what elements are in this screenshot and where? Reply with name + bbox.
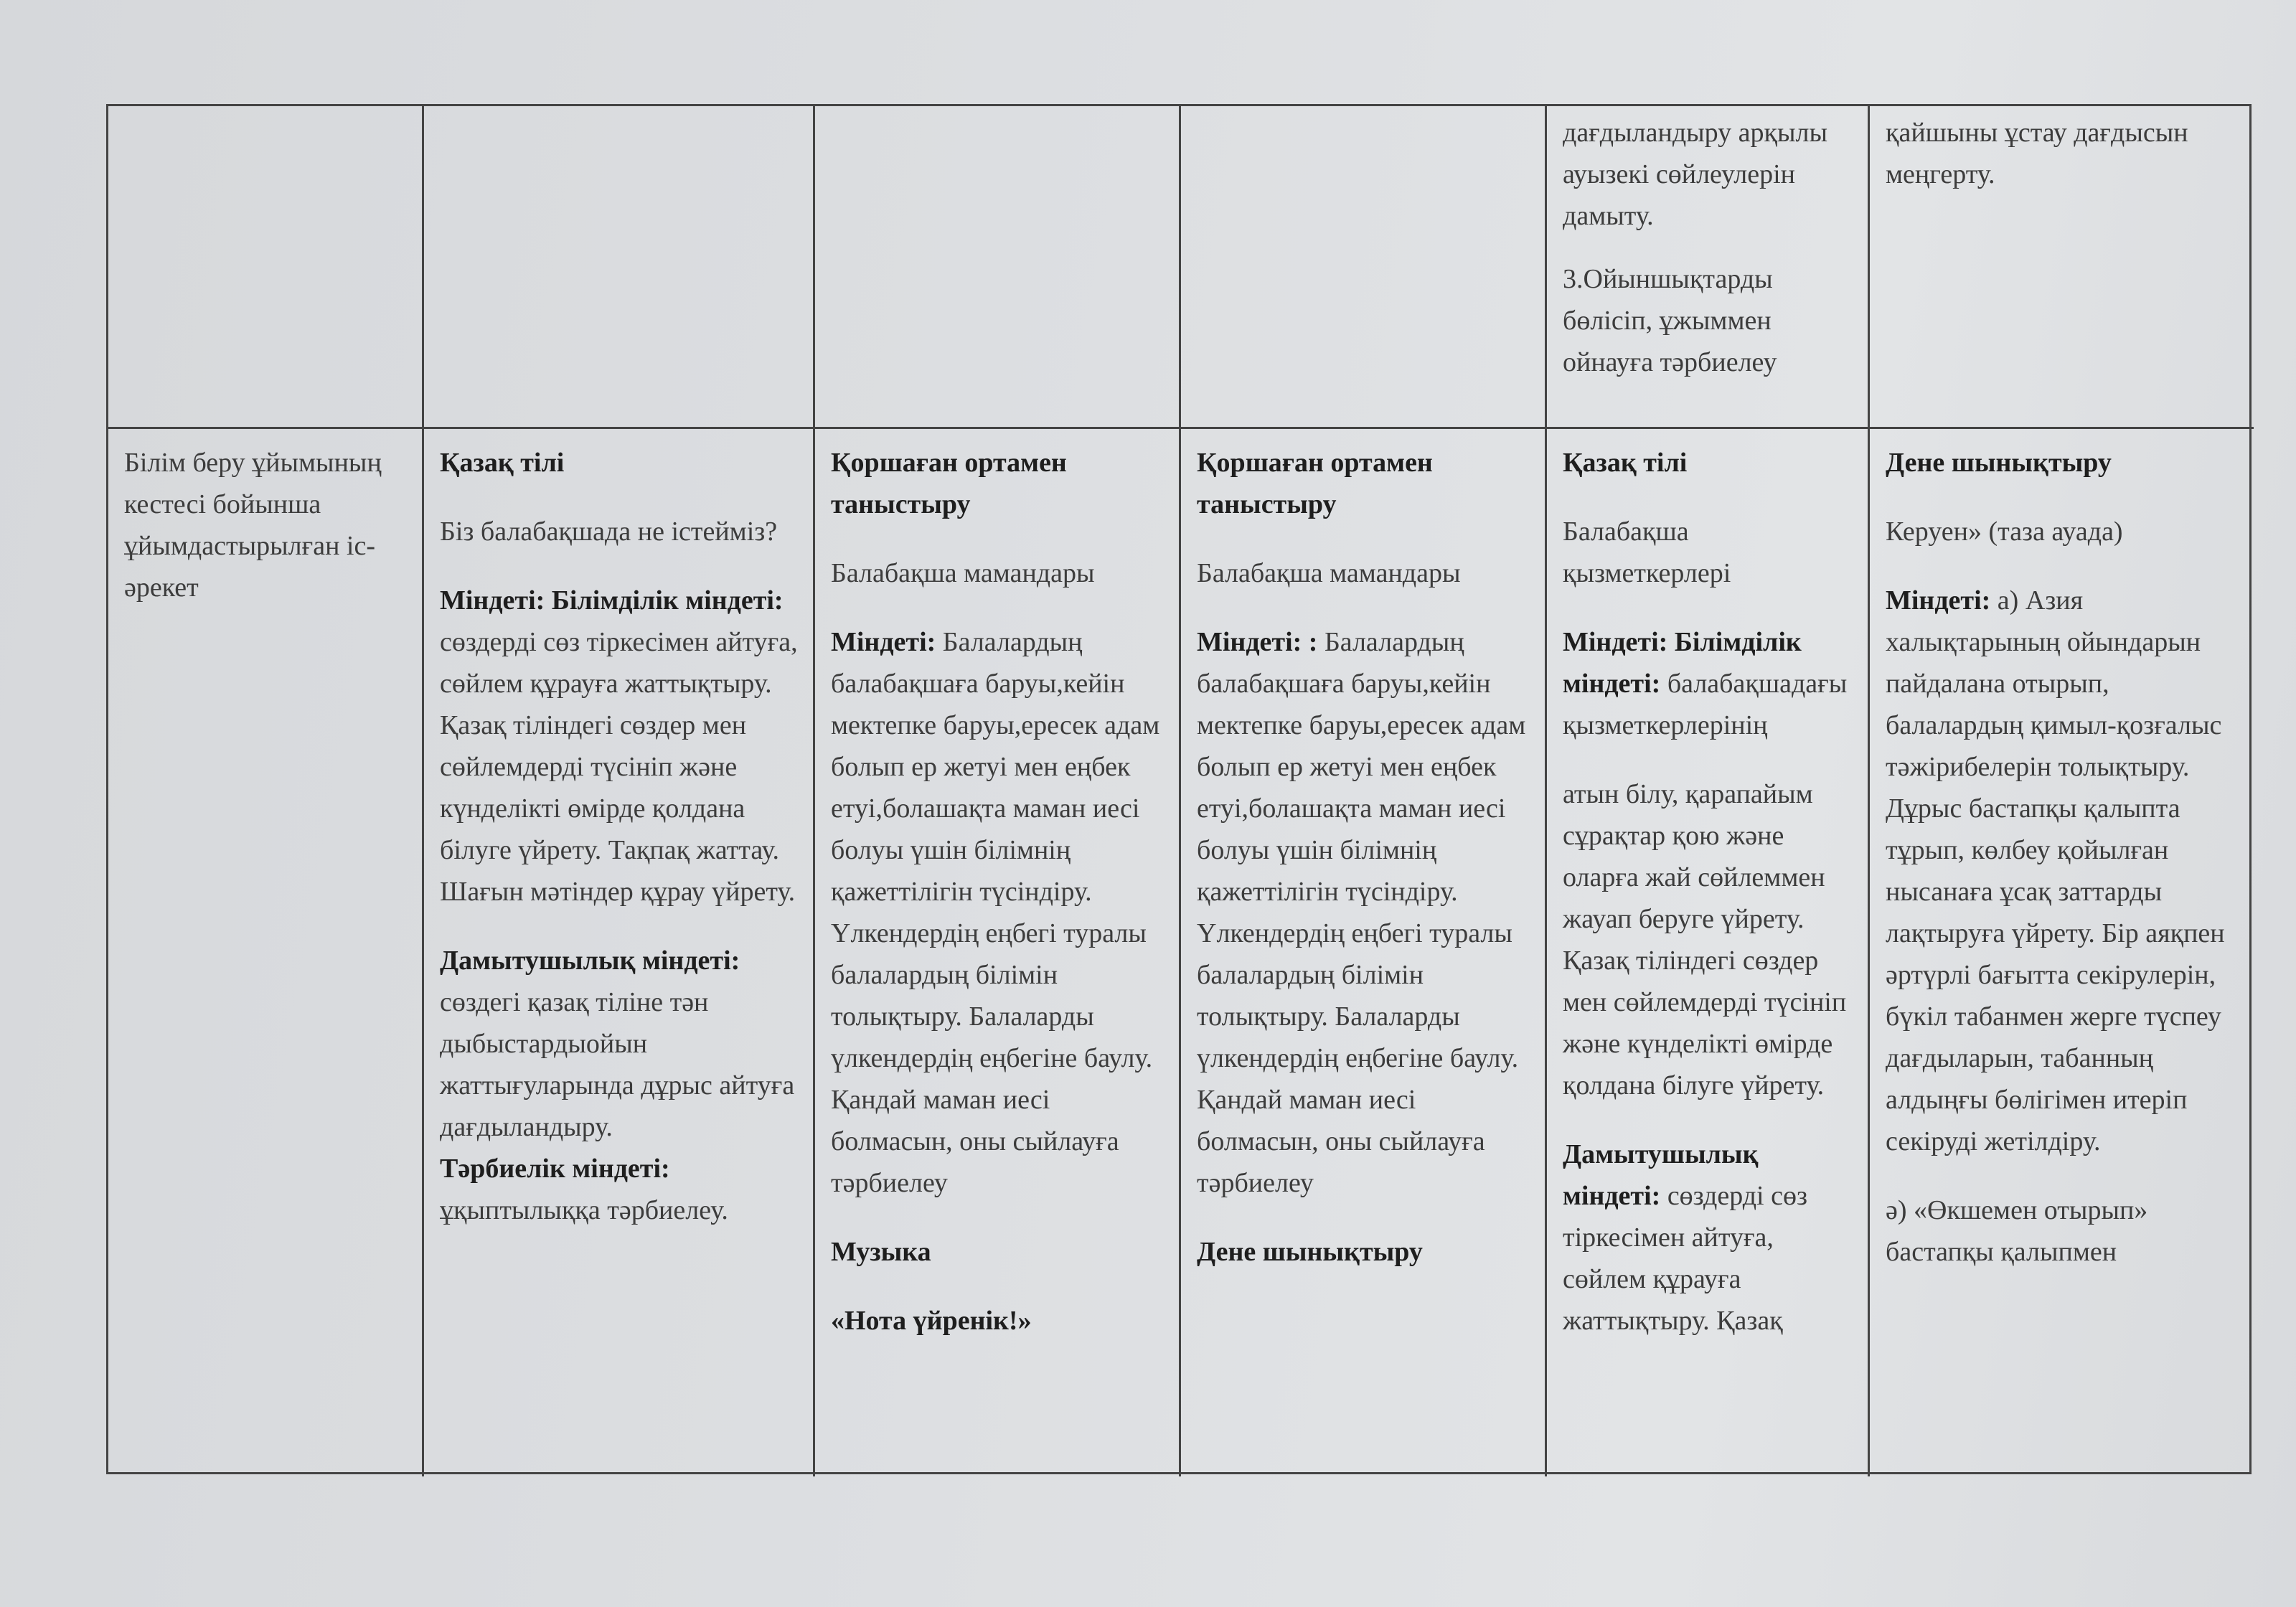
row1-col1-cell <box>108 106 424 429</box>
col2-task2 <box>440 940 799 1148</box>
row2-col3-cell <box>815 429 1181 1476</box>
col2-task3-text: ұқыптылыққа тәрбиелеу. <box>440 1195 728 1225</box>
col4-task1-text: Балалардың балабақшаға баруы,кейін мектепке баруы,ересек адам болып ер жетуі мен еңбек етуі,болашақта маман иесі болуы үшін білімнің қажеттілігін түсіндіру. Үлкендердің еңбегі туралы балалардың білімін толықтыру. Балаларды үлкендердің еңбегіне баулу. Қандай маман иесі болмасын, оны сыйлауға тәрбиелеу <box>1197 627 1526 1198</box>
col4-subject2: Дене шынықтыру <box>1197 1237 1423 1267</box>
row2-col2-cell <box>424 429 815 1476</box>
row1-col5-cell <box>1547 106 1870 429</box>
col5-task1-label: Міндеті: Білімділік міндеті: <box>1563 627 1802 699</box>
row2-col6-cell <box>1870 429 2254 1476</box>
col3-task1-text: Балалардың балабақшаға баруы,кейін мектепке баруы,ересек адам болып ер жетуі мен еңбек етуі,болашақта маман иесі болуы үшін білімнің қажеттілігін түсіндіру. Үлкендердің еңбегі туралы балалардың білімін толықтыру. Балаларды үлкендердің еңбегіне баулу. Қандай маман иесі болмасын, оны сыйлауға тәрбиелеу <box>831 627 1160 1198</box>
row1-col5-text-b: 3.Ойыншықтарды бөлісіп, ұжыммен ойнауға тәрбиелеу <box>1563 264 1777 377</box>
col5-task1-text: балабақшадағы қызметкерлерінің <box>1563 669 1848 740</box>
col3-subject2: Музыка <box>831 1237 931 1267</box>
col5-subject: Қазақ тілі <box>1563 448 1688 478</box>
col2-task3-label: Тәрбиелік міндеті: <box>440 1154 670 1184</box>
col2-task1-label: Міндеті: Білімділік міндеті: <box>440 585 784 616</box>
col4-subject: Қоршаған ортамен таныстыру <box>1197 448 1433 519</box>
row2-label: Білім беру ұйымының кестесі бойынша ұйымдастырылған іс-әрекет <box>124 448 382 603</box>
col4-topic: Балабақша мамандары <box>1197 558 1461 588</box>
col2-task1-text: сөздерді сөз тіркесімен айтуға, сөйлем құрауға жаттықтыру. Қазақ тіліндегі сөздер мен сөйлемдерді түсініп және күнделікті өмірде қолдана білуге үйрету. Тақпақ жаттау. Шағын мәтіндер құрау үйрету. <box>440 627 798 907</box>
row1-col3-cell <box>815 106 1181 429</box>
col6-subject: Дене шынықтыру <box>1886 448 2112 478</box>
row1-col4-cell <box>1181 106 1547 429</box>
col5-task1-cont: атын білу, қарапайым сұрақтар қою және оларға жай сөйлеммен жауап беруге үйрету. Қазақ тіліндегі сөздер мен сөйлемдерді түсініп және күнделікті өмірде қолдана білуге үйрету. <box>1563 779 1847 1101</box>
row2-label-cell <box>108 429 424 1476</box>
col3-task1-label: Міндеті: <box>831 627 936 657</box>
col6-task1 <box>1886 580 2239 1162</box>
row2-col4-cell <box>1181 429 1547 1476</box>
col3-task1 <box>831 621 1165 1204</box>
plan-table <box>106 104 2252 1474</box>
col6-task2: ә) «Өкшемен отырып» бастапқы қалыпмен <box>1886 1195 2148 1267</box>
row1-col6-text-a: қайшыны ұстау дағдысын меңгерту. <box>1886 118 2188 189</box>
col2-task2-label: Дамытушылық міндеті: <box>440 946 740 976</box>
col4-task1-label: Міндеті: : <box>1197 627 1318 657</box>
col5-task2-label: Дамытушылық міндеті: <box>1563 1139 1759 1211</box>
col3-topic2: «Нота үйренік!» <box>831 1306 1032 1336</box>
col6-task1-text: а) Азия халықтарының ойындарын пайдалана отырып, балалардың қимыл-қозғалыс тәжірибелерін толықтыру. Дұрыс бастапқы қалыпта тұрып, көлбеу қойылған нысанаға ұсақ заттарды лақтыруға үйрету. Бір аяқпен әртүрлі бағытта секірулерін, бүкіл табанмен жерге түспеу дағдыларын, табанның алдыңғы бөлігімен итеріп секіруді жетілдіру. <box>1886 585 2225 1156</box>
col2-task3 <box>440 1148 799 1231</box>
col3-subject: Қоршаған ортамен таныстыру <box>831 448 1067 519</box>
col5-task2-text: сөздерді сөз тіркесімен айтуға, сөйлем құрауға жаттықтыру. Қазақ <box>1563 1181 1807 1336</box>
col2-task1 <box>440 580 799 913</box>
col5-task2 <box>1563 1134 1853 1342</box>
col4-task1 <box>1197 621 1530 1204</box>
row1-col6-cell <box>1870 106 2254 429</box>
col5-task1 <box>1563 621 1853 746</box>
row2-col5-cell <box>1547 429 1870 1476</box>
row1-col5-text-a: дағдыландыру арқылы ауызекі сөйлеулерін дамыту. <box>1563 118 1828 231</box>
row1-col2-cell <box>424 106 815 429</box>
col2-subject: Қазақ тілі <box>440 448 565 478</box>
col3-topic: Балабақша мамандары <box>831 558 1095 588</box>
col6-topic: Керуен» (таза ауада) <box>1886 517 2123 547</box>
col2-topic: Біз балабақшада не істейміз? <box>440 517 778 547</box>
col6-task1-label: Міндеті: <box>1886 585 1991 616</box>
col2-task2-text: сөздегі қазақ тіліне тән дыбыстардыойын жаттығуларында дұрыс айтуға дағдыландыру. <box>440 987 795 1142</box>
col5-topic: Балабақша қызметкерлері <box>1563 517 1731 588</box>
